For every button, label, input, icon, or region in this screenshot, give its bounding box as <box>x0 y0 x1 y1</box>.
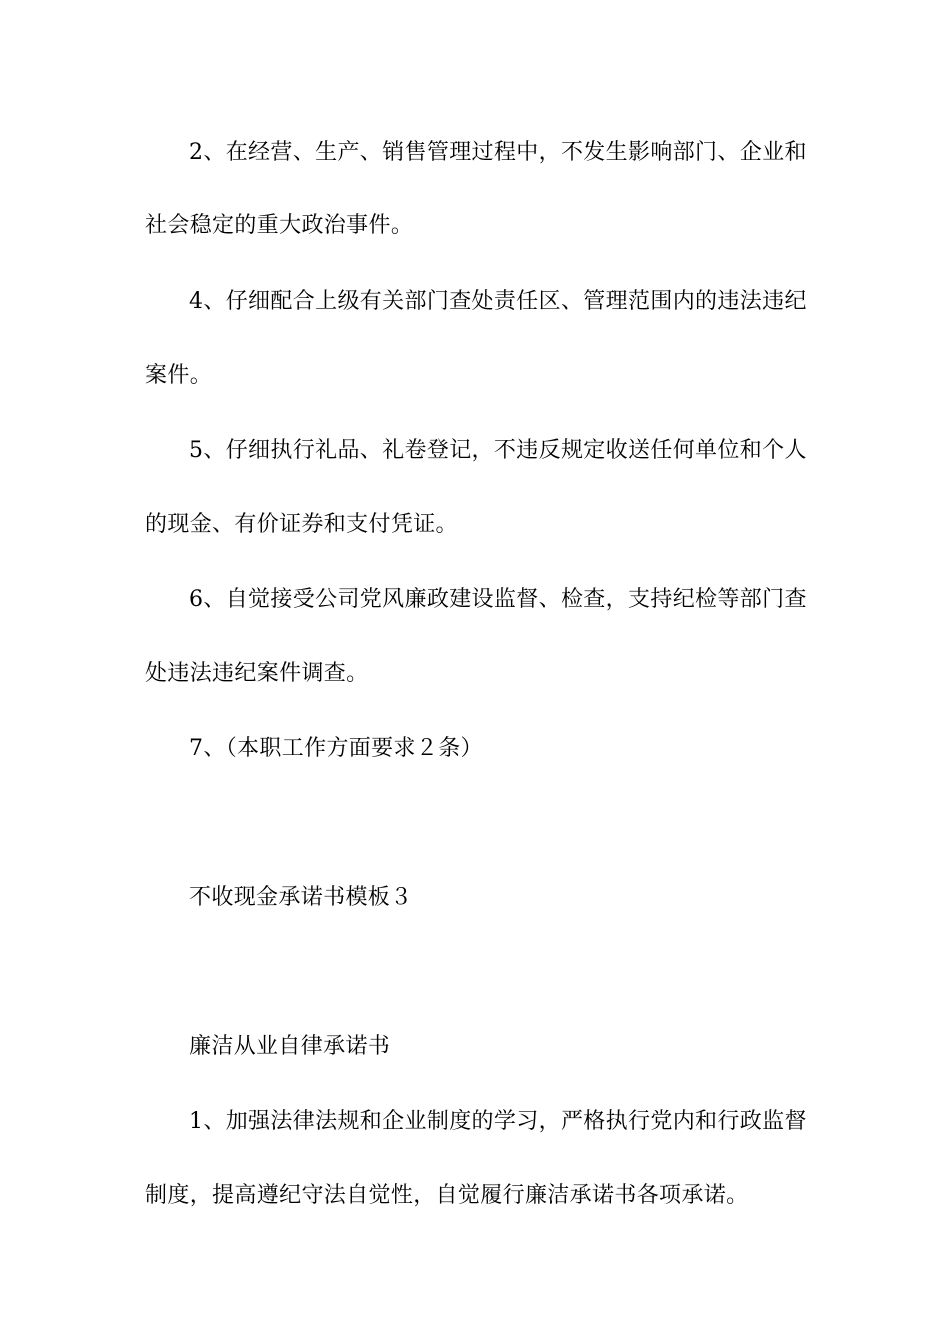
paragraph-2-line-2: 社会稳定的重大政治事件。 <box>145 213 414 238</box>
paragraph-5-line-1: 5、仔细执行礼品、礼卷登记，不违反规定收送任何单位和个人 <box>189 438 807 463</box>
closing-paragraph-line-2: 制度，提高遵纪守法自觉性，自觉履行廉洁承诺书各项承诺。 <box>145 1183 749 1208</box>
paragraph-6-line-1: 6、自觉接受公司党风廉政建设监督、检查，支持纪检等部门查 <box>189 587 807 612</box>
subtitle: 廉洁从业自律承诺书 <box>189 1034 391 1059</box>
closing-paragraph-line-1: 1、加强法律法规和企业制度的学习，严格执行党内和行政监督 <box>189 1109 807 1134</box>
paragraph-7-line-1: 7、（本职工作方面要求２条） <box>189 736 483 761</box>
paragraph-2-line-1: 2、在经营、生产、销售管理过程中，不发生影响部门、企业和 <box>189 140 807 165</box>
paragraph-4-line-1: 4、仔细配合上级有关部门查处责任区、管理范围内的违法违纪 <box>189 289 807 314</box>
paragraph-4-line-2: 案件。 <box>145 363 213 388</box>
paragraph-6-line-2: 处违法违纪案件调查。 <box>145 661 369 686</box>
paragraph-5-line-2: 的现金、有价证券和支付凭证。 <box>145 512 458 537</box>
section-title: 不收现金承诺书模板３ <box>189 885 413 910</box>
